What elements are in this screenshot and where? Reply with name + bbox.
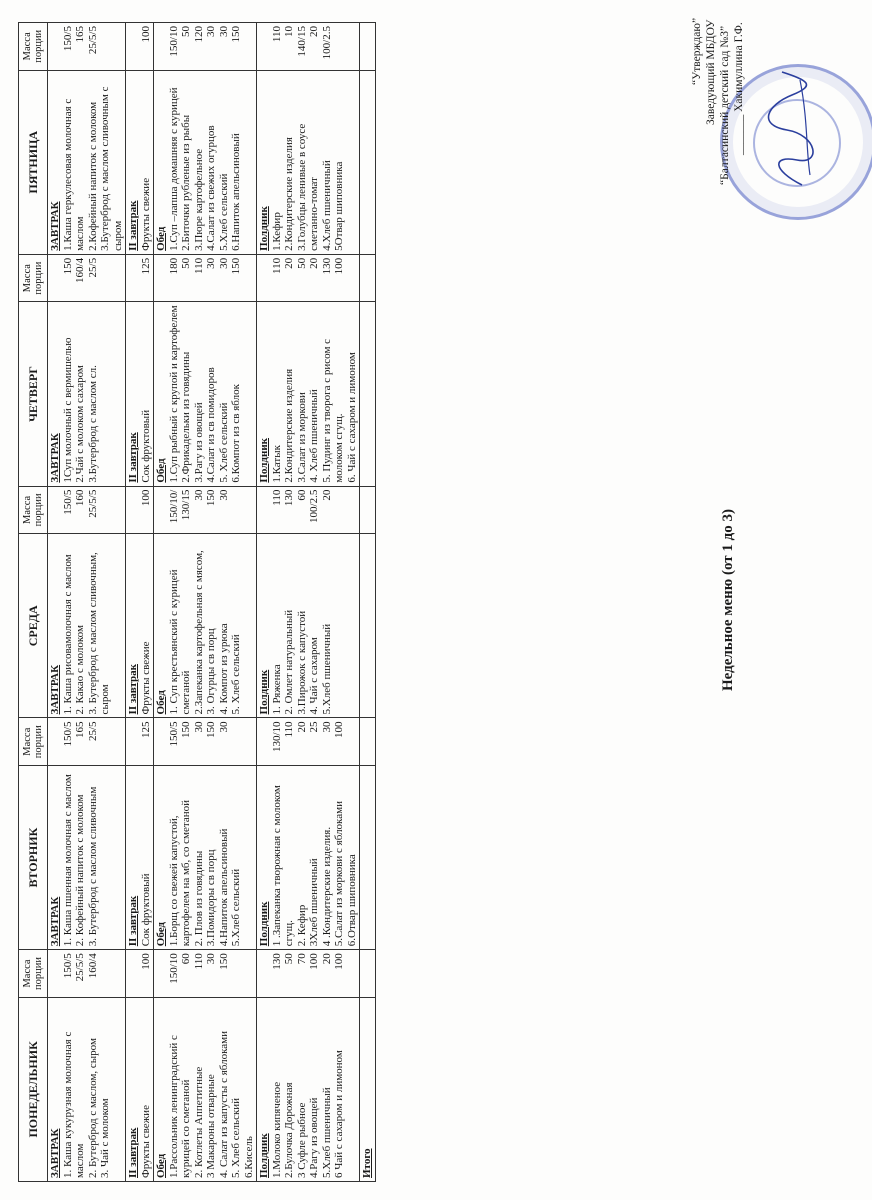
cell-wed-zavtrak: [48, 534, 126, 718]
mass-value: 100: [333, 257, 345, 275]
dish-item: 2.Биточки рубленые из рыбы: [180, 114, 192, 251]
mass-value: 130: [283, 489, 295, 507]
mass-value: 100: [139, 953, 152, 970]
dish-item: 2. Бутерброд с маслом, сыром: [86, 1038, 99, 1178]
dish-item: 4.Хлеб пшеничный: [320, 160, 333, 251]
dish-item: 2. Кофейный напиток с молоком: [74, 794, 86, 947]
cell-thu-zavtrak: [48, 302, 126, 486]
dish-item: 3 Суфле рыбное: [295, 1102, 308, 1178]
day-header-fri: ПЯТНИЦА: [19, 70, 48, 254]
mass-value: 150: [205, 721, 217, 738]
mass-value: 25: [308, 721, 320, 733]
dish-item: 5.Хлеб сельский: [217, 173, 230, 251]
mass-value: 160/4: [86, 953, 99, 979]
dish-item: 2. Кефир: [295, 904, 308, 947]
mass-mon-obed: [154, 950, 257, 998]
dish-item: 1. Ряженка: [270, 664, 283, 715]
mass-fri-zavtrak2: [126, 23, 154, 71]
mass-tue-zavtrak: [48, 718, 126, 766]
cell-wed-obed: [154, 534, 257, 718]
dish-item: 5.Хлеб пшеничный: [320, 623, 333, 715]
dish-item: 3.Рагу из овощей: [192, 402, 205, 483]
mass-value: 30: [205, 26, 217, 37]
dish-item: 2.Фрикадельки из говядины: [180, 351, 192, 483]
dish-item: 5. Хлеб сельский: [217, 402, 230, 483]
dish-item: Сок фруктовый: [139, 873, 152, 947]
dish-item: 6.Кисель: [242, 1136, 255, 1178]
day-header-tue: ВТОРНИК: [19, 765, 48, 949]
mass-value: 20: [283, 257, 295, 269]
mass-value: 150: [205, 489, 217, 507]
dish-item: 1.Рассольник ленинградский с курицей со сметаной: [167, 1035, 192, 1178]
mass-value: 20: [308, 257, 320, 269]
dish-item: 2. Какао с молоком: [74, 625, 86, 715]
dish-item: 3.Помидоры св порц: [205, 849, 217, 947]
mass-value: 150: [217, 953, 230, 970]
mass-value: 30: [320, 721, 333, 733]
meal-label: Полдник: [258, 206, 270, 251]
mass-value: 20: [295, 721, 308, 733]
dish-item: 3. Чай с молоком: [99, 1098, 111, 1178]
mass-value: 150: [230, 26, 242, 43]
meal-label: II завтрак: [127, 664, 139, 715]
mass-value: 25/5: [86, 257, 99, 278]
dish-item: 4.Салат из свежих огурцов: [205, 125, 217, 251]
meal-label: II завтрак: [127, 895, 139, 947]
mass-value: 100: [139, 26, 152, 43]
page-title: Недельное меню (от 1 до 3): [720, 509, 736, 691]
mass-header: Масса порции: [19, 718, 48, 766]
mass-value: 150: [61, 257, 74, 275]
dish-item: Фрукты свежие: [139, 641, 152, 715]
mass-value: 165: [74, 721, 86, 738]
mass-value: 30: [192, 489, 205, 501]
mass-value: 130/10: [270, 721, 283, 752]
mass-value: 150/5: [61, 721, 74, 747]
cell-tue-zavtrak: [48, 765, 126, 949]
mass-value: 150/10/: [167, 489, 180, 524]
meal-label: Полдник: [258, 901, 270, 947]
dish-item: 1.Борщ со свежей капустой, картофелем на мб, со сметаной: [167, 800, 192, 947]
mass-header: Масса порции: [19, 23, 48, 71]
mass-value: 100: [308, 953, 320, 970]
mass-thu-zavtrak: [48, 254, 126, 302]
cell-mon-poldnik: [257, 997, 360, 1181]
mass-header: Масса порции: [19, 254, 48, 302]
cell-fri-poldnik: [257, 70, 360, 254]
mass-value: 100/2.5: [308, 489, 320, 523]
meal-label: ЗАВТРАК: [49, 201, 61, 251]
mass-value: 150/5: [167, 721, 180, 747]
cell-mon-obed: [154, 997, 257, 1181]
mass-tue-obed: [154, 718, 257, 766]
mass-value: 110: [283, 721, 295, 738]
mass-header: Масса порции: [19, 950, 48, 998]
dish-item: 6.Отвар шиповника: [345, 854, 358, 947]
dish-item: 1.Суп рыбный с крупой и картофелем: [167, 305, 180, 483]
mass-value: 110: [192, 257, 205, 274]
meal-label: Полдник: [258, 437, 270, 483]
dish-item: 3.Бутерброд с маслом сл.: [86, 365, 99, 483]
cell-mon-zavtrak2: [126, 997, 154, 1181]
mass-value: 30: [217, 26, 230, 37]
mass-thu-poldnik: [257, 254, 360, 302]
dish-item: 6. Чай с сахаром и лимоном: [345, 352, 358, 483]
dish-item: 4. Компот из урюка: [217, 623, 230, 715]
mass-value: 25/5/5: [86, 26, 99, 55]
mass-value: 60: [180, 953, 192, 965]
mass-value: 100/2.5: [320, 26, 333, 60]
meal-label: II завтрак: [127, 200, 139, 251]
dish-item: 2.Запеканка картофельная с мясом,: [192, 550, 205, 715]
cell-thu-zavtrak2: [126, 302, 154, 486]
mass-value: 100: [139, 489, 152, 507]
mass-value: 160: [74, 489, 86, 507]
mass-value: 165: [74, 26, 86, 43]
mass-value: 110: [270, 26, 283, 43]
mass-value: 30: [217, 257, 230, 269]
mass-value: 30: [192, 721, 205, 733]
total-label-cell: [360, 997, 376, 1181]
mass-value: 125: [139, 721, 152, 738]
mass-value: 25/5/5: [86, 489, 99, 518]
meal-label: Обед: [155, 922, 167, 947]
dish-item: 1. Каша рисовамолочная с маслом: [61, 554, 74, 715]
mass-value: 30: [217, 489, 230, 501]
mass-thu-zavtrak2: [126, 254, 154, 302]
mass-fri-zavtrak: [48, 23, 126, 71]
dish-item: 3.Пюре картофельное: [192, 148, 205, 251]
mass-value: 150/5: [61, 953, 74, 979]
meal-label: ЗАВТРАК: [49, 896, 61, 947]
dish-item: 3.Салат из моркови: [295, 392, 308, 483]
mass-value: 160/4: [74, 257, 86, 283]
dish-item: 1.Суп –лапша домашняя с курицей: [167, 87, 180, 251]
day-header-wed: СРЕДА: [19, 534, 48, 718]
dish-item: 1 .Запеканка творожная с молоком сгущ.: [270, 785, 295, 947]
dish-item: Фрукты свежие: [139, 177, 152, 251]
mass-value: 30: [217, 721, 230, 733]
cell-tue-poldnik: [257, 765, 360, 949]
dish-item: 3.Бутерброд с маслом сливочным с сыром: [99, 86, 124, 251]
meal-label: Полдник: [258, 1133, 270, 1178]
dish-item: 3. Бутерброд с маслом сливочным: [86, 786, 99, 947]
approval-line-3: “Балтасинский детский сад №3”: [719, 25, 731, 185]
mass-value: 150/5: [61, 26, 74, 52]
mass-value: 150/10: [167, 953, 180, 984]
dish-item: 1. Каша пшенная молочная с маслом: [61, 774, 74, 947]
dish-item: 5Отвар шиповника: [333, 161, 345, 251]
meal-label: Обед: [155, 458, 167, 483]
dish-item: 5. Пудинг из творога с рисом с молоком сгущ.: [320, 338, 345, 483]
mass-value: 150: [180, 721, 192, 738]
dish-item: 5. Хлеб сельский: [230, 634, 242, 715]
mass-value: 110: [270, 489, 283, 506]
cell-thu-obed: [154, 302, 257, 486]
cell-fri-obed: [154, 70, 257, 254]
meal-label: Полдник: [258, 669, 270, 715]
dish-item: 1. Каша кукурузная молочная с маслом: [61, 1031, 86, 1178]
dish-item: 2.Кофейный напиток с молоком: [86, 101, 99, 251]
mass-value: 70: [295, 953, 308, 965]
dish-item: 3. Бутерброд с маслом сливочным, сыром: [86, 552, 111, 715]
cell-mon-zavtrak: [48, 997, 126, 1181]
dish-item: 1.Каша геркулесовая молочная с маслом: [61, 98, 86, 251]
mass-value: 120: [192, 26, 205, 43]
row-zavtrak: [48, 23, 126, 1182]
mass-value: 30: [205, 257, 217, 269]
approval-line-2: Заведующий МБДОУ: [705, 19, 717, 125]
mass-mon-poldnik: [257, 950, 360, 998]
mass-value: 50: [283, 953, 295, 965]
dish-item: 2.Кондитерские изделия: [283, 368, 295, 483]
dish-item: 4. Салат из капусты с яблоками: [217, 1031, 230, 1178]
mass-value: 125: [139, 257, 152, 275]
mass-wed-obed: [154, 486, 257, 534]
mass-thu-obed: [154, 254, 257, 302]
meal-label: Обед: [155, 226, 167, 251]
dish-item: 4. Чай с сахаром: [308, 637, 320, 715]
mass-tue-zavtrak2: [126, 718, 154, 766]
cell-fri-zavtrak2: [126, 70, 154, 254]
mass-value: 150/5: [61, 489, 74, 515]
meal-label: Обед: [155, 1153, 167, 1178]
mass-value: 110: [270, 257, 283, 274]
dish-item: 4.Напиток апельсиновый: [217, 828, 230, 947]
mass-value: 60: [295, 489, 308, 501]
mass-header: Масса порции: [19, 486, 48, 534]
mass-value: 50: [180, 26, 192, 37]
mass-value: 110: [192, 953, 205, 970]
mass-value: 25/5: [86, 721, 99, 741]
dish-item: 2. Омлет натуральный: [283, 609, 295, 715]
mass-value: 130/15: [180, 489, 192, 521]
meal-label: Обед: [155, 690, 167, 715]
dish-item: 3Хлеб пшеничный: [308, 858, 320, 947]
row-obed: [154, 23, 257, 1182]
mass-value: 30: [205, 953, 217, 965]
mass-value: 20: [320, 489, 333, 501]
dish-item: 2.Кондитерские изделия: [283, 137, 295, 251]
header-row: [19, 23, 48, 1182]
mass-wed-zavtrak: [48, 486, 126, 534]
mass-fri-poldnik: [257, 23, 360, 71]
dish-item: 3.Голубцы ленивые в соусе сметанно-томат: [295, 123, 320, 251]
dish-item: 6 Чай с сахаром и лимоном: [333, 1050, 345, 1178]
row-zavtrak2: [126, 23, 154, 1182]
dish-item: 3.Пирожок с капустой: [295, 610, 308, 715]
dish-item: 1.Кефир: [270, 212, 283, 251]
dish-item: 2.Чай с молоком сахаром: [74, 365, 86, 483]
dish-item: 2. Плов из говядины: [192, 850, 205, 947]
dish-item: 4.Салат из св помидоров: [205, 367, 217, 483]
dish-item: 3. Огурцы св порц: [205, 628, 217, 715]
dish-item: Фрукты свежие: [139, 1105, 152, 1178]
mass-value: 130: [320, 257, 333, 275]
mass-value: 50: [295, 257, 308, 269]
dish-item: 5.Хлеб сельский: [230, 868, 242, 947]
meal-label: ЗАВТРАК: [49, 1128, 61, 1178]
total-label: Итого: [361, 1148, 373, 1178]
dish-item: 5.Салат из моркови с яблоками: [333, 801, 345, 947]
mass-value: 100: [333, 721, 345, 738]
approval-line-1: “Утверждаю”: [691, 17, 703, 85]
mass-mon-zavtrak: [48, 950, 126, 998]
dish-item: 1Суп молочный с вермишелью: [61, 337, 74, 483]
row-poldnik: [257, 23, 360, 1182]
dish-item: 4. Хлеб пшеничный: [308, 389, 320, 483]
mass-tue-poldnik: [257, 718, 360, 766]
cell-tue-obed: [154, 765, 257, 949]
mass-value: 180: [167, 257, 180, 275]
approval-block: [690, 5, 746, 195]
cell-wed-poldnik: [257, 534, 360, 718]
cell-wed-zavtrak2: [126, 534, 154, 718]
mass-value: 130: [270, 953, 283, 970]
mass-mon-zavtrak2: [126, 950, 154, 998]
mass-value: 140/15: [295, 26, 308, 57]
mass-value: 150/10: [167, 26, 180, 57]
dish-item: 2.Булочка Дорожная: [283, 1082, 295, 1178]
meal-label: ЗАВТРАК: [49, 433, 61, 483]
mass-value: 150: [230, 257, 242, 275]
approval-line-4: _______ Хакимуллина Г.Ф.: [733, 22, 745, 155]
dish-item: 4.Рагу из овощей: [308, 1097, 320, 1178]
day-header-mon: ПОНЕДЕЛЬНИК: [19, 997, 48, 1181]
row-total: [360, 23, 376, 1182]
meal-label: ЗАВТРАК: [49, 664, 61, 715]
menu-table: [18, 22, 376, 1182]
mass-fri-obed: [154, 23, 257, 71]
dish-item: 5. Хлеб сельский: [230, 1097, 242, 1178]
dish-item: 3 Макароны отварные: [205, 1074, 217, 1178]
mass-value: 20: [308, 26, 320, 37]
dish-item: 1.Катык: [270, 445, 283, 483]
cell-tue-zavtrak2: [126, 765, 154, 949]
mass-wed-zavtrak2: [126, 486, 154, 534]
mass-value: 20: [320, 953, 333, 965]
cell-thu-poldnik: [257, 302, 360, 486]
signature: [762, 70, 822, 190]
mass-value: 25/5/5: [74, 953, 86, 982]
meal-label: II завтрак: [127, 432, 139, 483]
dish-item: Сок фруктовый: [139, 409, 152, 483]
meal-label: II завтрак: [127, 1127, 139, 1178]
dish-item: 5.Хлеб пшеничный: [320, 1087, 333, 1178]
dish-item: 1. Суп крестьянский с курицей сметаной: [167, 569, 192, 715]
dish-item: 1.Молоко кипяченое: [270, 1081, 283, 1178]
day-header-thu: ЧЕТВЕРГ: [19, 302, 48, 486]
mass-wed-poldnik: [257, 486, 360, 534]
dish-item: 4 .Кондитерские изделия.: [320, 826, 333, 947]
mass-value: 10: [283, 26, 295, 37]
dish-item: 2. Котлеты Аппетитные: [192, 1066, 205, 1178]
mass-value: 50: [180, 257, 192, 269]
dish-item: 6.Напиток апельсиновый: [230, 133, 242, 251]
mass-value: 100: [333, 953, 345, 970]
cell-fri-zavtrak: [48, 70, 126, 254]
dish-item: 6.Компот из св яблок: [230, 384, 242, 483]
